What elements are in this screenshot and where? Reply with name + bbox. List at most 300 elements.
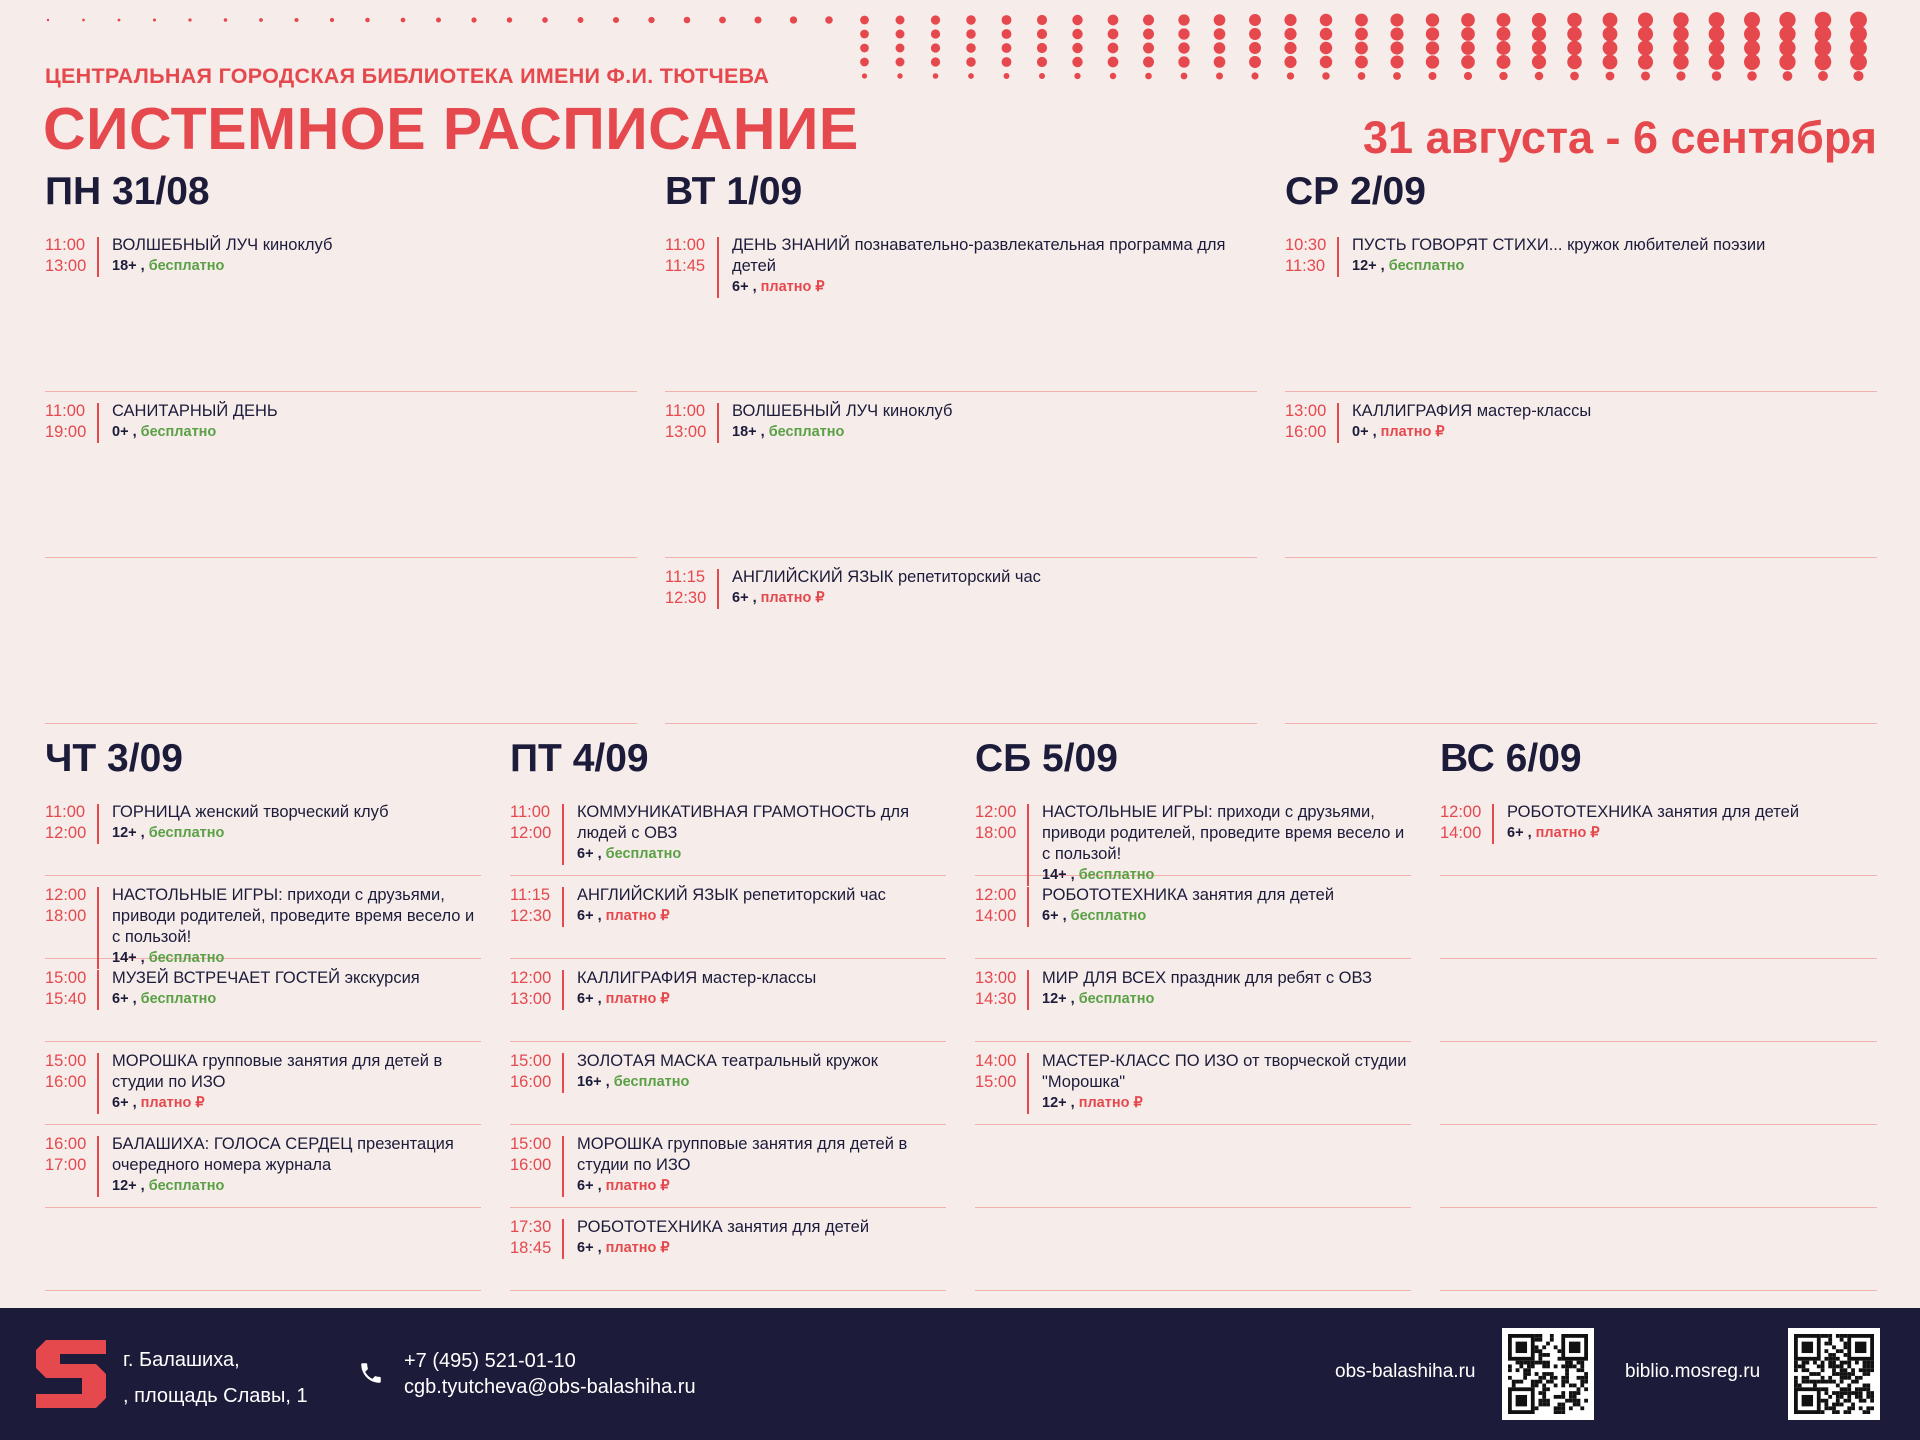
event-meta: [732, 277, 1257, 298]
event-start-time: 12:00: [510, 969, 552, 987]
event-times: [45, 1051, 97, 1093]
qr-module: [1866, 1364, 1870, 1368]
pattern-dot: [1818, 71, 1828, 81]
qr-module: [1577, 1391, 1581, 1395]
event-description: [577, 802, 946, 865]
qr-module: [1577, 1361, 1581, 1365]
qr-module: [1542, 1395, 1546, 1399]
qr-module: [1558, 1406, 1562, 1410]
event-times: [975, 802, 1027, 844]
qr-module: [1805, 1376, 1809, 1380]
qr-module: [1546, 1372, 1550, 1376]
schedule-slot: [45, 875, 481, 966]
pattern-dot: [1393, 72, 1401, 80]
qr-module: [1531, 1364, 1535, 1368]
event-age: 6+: [1042, 908, 1059, 924]
event-separator: ,: [1058, 908, 1071, 924]
qr-module: [1824, 1380, 1828, 1384]
qr-module: [1824, 1357, 1828, 1361]
event-times: [45, 235, 97, 277]
pattern-dot: [1709, 40, 1725, 56]
event-end-time: 17:00: [45, 1156, 87, 1174]
pattern-dot: [1214, 42, 1226, 54]
event-age: 6+: [577, 1178, 594, 1194]
pattern-dot: [1747, 71, 1757, 81]
qr-module: [1824, 1342, 1828, 1346]
event-times: [510, 1051, 562, 1093]
event-end-time: 18:45: [510, 1239, 552, 1257]
event-divider: [717, 569, 719, 609]
pattern-dot: [1744, 40, 1760, 56]
qr-module: [1817, 1364, 1821, 1368]
qr-module: [1859, 1395, 1863, 1399]
event-times: [45, 401, 97, 443]
qr-code-icon[interactable]: [1788, 1328, 1880, 1420]
qr-module: [1859, 1387, 1863, 1391]
event-divider: [1027, 804, 1029, 886]
qr-module: [1855, 1376, 1859, 1380]
qr-module: [1844, 1361, 1848, 1365]
qr-module: [1866, 1387, 1870, 1391]
qr-module: [1794, 1380, 1798, 1384]
qr-module: [1859, 1406, 1863, 1410]
schedule-slot: [665, 391, 1257, 558]
qr-module: [1542, 1384, 1546, 1388]
qr-module: [1832, 1345, 1836, 1349]
pattern-dot: [966, 15, 976, 25]
page-title: СИСТЕМНОЕ РАСПИСАНИЕ: [43, 96, 859, 162]
event-title: ГОРНИЦА женский творческий клуб: [112, 803, 389, 821]
schedule-slot: [510, 1207, 946, 1291]
event-times: [510, 885, 562, 927]
event-title: РОБОТОТЕХНИКА занятия для детей: [1042, 886, 1335, 904]
qr-module: [1832, 1391, 1836, 1395]
qr-module: [1523, 1368, 1527, 1372]
schedule-slot: [975, 1207, 1411, 1291]
day-heading: ВТ 1/09: [665, 170, 803, 213]
schedule-slot: [45, 958, 481, 1042]
pattern-dot: [1603, 41, 1618, 56]
event-price: бесплатно: [148, 258, 225, 274]
pattern-dot: [1037, 29, 1047, 39]
qr-finder: [1855, 1342, 1866, 1353]
pattern-dot: [1214, 14, 1226, 26]
qr-module: [1538, 1338, 1542, 1342]
event-separator: ,: [593, 908, 606, 924]
event-divider: [562, 1053, 564, 1093]
event-meta: [1042, 1093, 1411, 1114]
phone-icon: [358, 1360, 384, 1386]
qr-module: [1580, 1368, 1584, 1372]
event-start-time: 15:00: [510, 1052, 552, 1070]
qr-module: [1851, 1380, 1855, 1384]
qr-module: [1821, 1368, 1825, 1372]
event-description: [577, 885, 946, 927]
qr-module: [1863, 1372, 1867, 1376]
event-meta: [577, 1238, 946, 1259]
event-description: [1042, 802, 1411, 886]
qr-module: [1554, 1384, 1558, 1388]
event-separator: ,: [136, 258, 149, 274]
event-divider: [1337, 403, 1339, 443]
pattern-dot: [1779, 12, 1795, 28]
pattern-dot: [1461, 41, 1475, 55]
website-link-obs[interactable]: obs-balashiha.ru: [1335, 1361, 1476, 1382]
qr-module: [1535, 1349, 1539, 1353]
qr-module: [1561, 1403, 1565, 1407]
qr-module: [1580, 1364, 1584, 1368]
pattern-dot: [1284, 14, 1296, 26]
website-link-biblio[interactable]: biblio.mosreg.ru: [1625, 1361, 1761, 1382]
event-age: 12+: [1042, 1095, 1067, 1111]
qr-module: [1859, 1376, 1863, 1380]
qr-module: [1794, 1376, 1798, 1380]
qr-module: [1558, 1349, 1562, 1353]
qr-module: [1809, 1372, 1813, 1376]
qr-module: [1573, 1399, 1577, 1403]
qr-module: [1836, 1357, 1840, 1361]
pattern-dot: [1426, 55, 1439, 68]
qr-module: [1554, 1345, 1558, 1349]
pattern-dot: [1108, 57, 1119, 68]
event-price: бесплатно: [1078, 867, 1155, 883]
pattern-dot: [1535, 72, 1544, 81]
event-description: [1042, 968, 1411, 1010]
pattern-dot: [1532, 55, 1546, 69]
event-end-time: 12:30: [510, 907, 552, 925]
day-column-mon: [45, 170, 637, 725]
event-meta: [577, 1072, 946, 1093]
pattern-dot: [1390, 55, 1403, 68]
event-age: 6+: [112, 1095, 129, 1111]
event-title: ЗОЛОТАЯ МАСКА театральный кружок: [577, 1052, 878, 1070]
event-age: 6+: [732, 590, 749, 606]
qr-module: [1836, 1395, 1840, 1399]
pattern-dot: [825, 16, 833, 24]
qr-module: [1836, 1391, 1840, 1395]
pattern-dot: [1249, 28, 1261, 40]
qr-module: [1546, 1399, 1550, 1403]
qr-module: [1844, 1342, 1848, 1346]
schedule-slot: [1440, 1124, 1877, 1208]
event-end-time: 15:00: [975, 1073, 1017, 1091]
pattern-dot: [1709, 54, 1725, 70]
day-heading: ПН 31/08: [45, 170, 210, 213]
qr-module: [1580, 1361, 1584, 1365]
pattern-dot: [1072, 15, 1082, 25]
pattern-dot: [471, 17, 476, 22]
pattern-dot: [1355, 56, 1368, 69]
event-age: 6+: [577, 846, 594, 862]
qr-module: [1836, 1334, 1840, 1338]
qr-module: [1828, 1364, 1832, 1368]
event-age: 6+: [577, 908, 594, 924]
event-separator: ,: [593, 1240, 606, 1256]
pattern-dot: [931, 15, 940, 24]
event-price: бесплатно: [605, 846, 682, 862]
pattern-dot: [1603, 27, 1618, 42]
qr-module: [1508, 1364, 1512, 1368]
event-start-time: 13:00: [1285, 402, 1327, 420]
qr-module: [1813, 1384, 1817, 1388]
event-meta: [112, 1093, 481, 1114]
qr-module: [1531, 1384, 1535, 1388]
pattern-dot: [542, 17, 548, 23]
event-separator: ,: [593, 1178, 606, 1194]
day-heading: ВС 6/09: [1440, 737, 1582, 780]
footer: [0, 1308, 1920, 1440]
pattern-dot: [1779, 26, 1795, 42]
pattern-dot: [330, 18, 334, 22]
qr-module: [1512, 1384, 1516, 1388]
qr-module: [1802, 1364, 1806, 1368]
event-divider: [97, 970, 99, 1010]
event-title: ПУСТЬ ГОВОРЯТ СТИХИ... кружок любителей поэзии: [1352, 236, 1766, 254]
qr-module: [1584, 1372, 1588, 1376]
event-separator: ,: [128, 424, 141, 440]
pattern-dot: [1284, 42, 1296, 54]
event-end-time: 13:00: [665, 423, 707, 441]
pattern-dot: [1002, 43, 1012, 53]
pattern-dot: [1426, 41, 1439, 54]
day-column-thu: [45, 737, 481, 1292]
pattern-dot: [1744, 26, 1760, 42]
event-price: бесплатно: [148, 825, 225, 841]
qr-module: [1851, 1372, 1855, 1376]
event-separator: ,: [1368, 424, 1381, 440]
event-meta: [1352, 256, 1877, 277]
event-price: платно ₽: [1078, 1095, 1143, 1111]
pattern-dot: [1110, 73, 1116, 79]
qr-module: [1535, 1338, 1539, 1342]
qr-module: [1828, 1353, 1832, 1357]
event-meta: [1507, 823, 1877, 844]
event-title: МОРОШКА групповые занятия для детей в студии по ИЗО: [577, 1135, 908, 1174]
qr-module: [1870, 1368, 1874, 1372]
schedule-slot: [665, 225, 1257, 392]
qr-module: [1558, 1410, 1562, 1414]
contacts: [404, 1348, 696, 1400]
qr-module: [1802, 1368, 1806, 1372]
event-end-time: 16:00: [45, 1073, 87, 1091]
qr-module: [1802, 1376, 1806, 1380]
qr-module: [1821, 1410, 1825, 1414]
qr-module: [1519, 1361, 1523, 1365]
qr-module: [1554, 1395, 1558, 1399]
qr-module: [1561, 1391, 1565, 1395]
qr-module: [1855, 1391, 1859, 1395]
qr-module: [1824, 1399, 1828, 1403]
qr-module: [1538, 1391, 1542, 1395]
qr-module: [1866, 1361, 1870, 1365]
qr-module: [1821, 1387, 1825, 1391]
qr-module: [1844, 1391, 1848, 1395]
pattern-dot: [1567, 55, 1581, 69]
qr-module: [1577, 1387, 1581, 1391]
qr-module: [1870, 1399, 1874, 1403]
event-end-time: 14:00: [975, 907, 1017, 925]
qr-module: [1840, 1403, 1844, 1407]
pattern-dot: [613, 17, 619, 23]
schedule-slot: [975, 1124, 1411, 1208]
qr-module: [1569, 1384, 1573, 1388]
event-price: бесплатно: [148, 950, 225, 966]
qr-module: [1836, 1364, 1840, 1368]
event-meta: [1352, 422, 1877, 443]
event-age: 18+: [732, 424, 757, 440]
qr-module: [1805, 1361, 1809, 1365]
qr-module: [1828, 1395, 1832, 1399]
event-age: 12+: [112, 825, 137, 841]
qr-module: [1866, 1410, 1870, 1414]
event-age: 6+: [577, 1240, 594, 1256]
qr-module: [1569, 1406, 1573, 1410]
schedule-slot: [45, 391, 637, 558]
pattern-dot: [1074, 73, 1080, 79]
pattern-dot: [1143, 28, 1154, 39]
event-start-time: 15:00: [45, 1052, 87, 1070]
pattern-dot: [1603, 55, 1618, 70]
event-age: 0+: [112, 424, 129, 440]
qr-module: [1805, 1368, 1809, 1372]
event-price: платно ₽: [605, 908, 670, 924]
event-description: [732, 567, 1257, 609]
pattern-dot: [684, 17, 691, 24]
qr-module: [1569, 1395, 1573, 1399]
qr-module: [1561, 1376, 1565, 1380]
event-price: бесплатно: [613, 1074, 690, 1090]
qr-module: [1840, 1334, 1844, 1338]
event-meta: [112, 256, 637, 277]
event-age: 6+: [112, 991, 129, 1007]
pattern-dot: [188, 18, 191, 21]
qr-module: [1794, 1384, 1798, 1388]
event-times: [665, 235, 717, 277]
pattern-dot: [1072, 29, 1082, 39]
qr-module: [1809, 1380, 1813, 1384]
pattern-dot: [931, 57, 940, 66]
qr-code-icon[interactable]: [1502, 1328, 1594, 1420]
event-description: [577, 968, 946, 1010]
event-separator: ,: [601, 1074, 614, 1090]
qr-module: [1569, 1391, 1573, 1395]
event-times: [45, 1134, 97, 1176]
schedule-slot: [45, 792, 481, 876]
qr-module: [1836, 1372, 1840, 1376]
pattern-dot: [1638, 54, 1653, 69]
qr-module: [1832, 1364, 1836, 1368]
event-start-time: 11:00: [665, 236, 706, 254]
qr-module: [1531, 1361, 1535, 1365]
qr-module: [1859, 1368, 1863, 1372]
qr-module: [1828, 1334, 1832, 1338]
qr-module: [1538, 1376, 1542, 1380]
event-start-time: 12:00: [975, 803, 1017, 821]
qr-module: [1847, 1364, 1851, 1368]
event-times: [45, 968, 97, 1010]
pattern-dot: [1037, 57, 1047, 67]
qr-module: [1535, 1334, 1539, 1338]
qr-module: [1855, 1361, 1859, 1365]
day-heading: ЧТ 3/09: [45, 737, 183, 780]
event-description: [112, 802, 481, 844]
qr-module: [1538, 1334, 1542, 1338]
pattern-dot: [1570, 72, 1579, 81]
event-title: АНГЛИЙСКИЙ ЯЗЫК репетиторский час: [732, 568, 1041, 586]
qr-module: [1538, 1380, 1542, 1384]
event-start-time: 15:00: [45, 969, 87, 987]
qr-module: [1794, 1361, 1798, 1365]
event-end-time: 12:30: [665, 589, 707, 607]
qr-module: [1535, 1372, 1539, 1376]
event-description: [112, 968, 481, 1010]
event-age: 6+: [577, 991, 594, 1007]
qr-module: [1840, 1349, 1844, 1353]
schedule-slot: [975, 875, 1411, 959]
pattern-dot: [1249, 14, 1261, 26]
pattern-dot: [754, 16, 761, 23]
event-start-time: 11:00: [510, 803, 551, 821]
event-meta: [112, 989, 481, 1010]
pattern-dot: [1143, 14, 1154, 25]
event-end-time: 16:00: [510, 1073, 552, 1091]
qr-module: [1821, 1334, 1825, 1338]
qr-module: [1561, 1364, 1565, 1368]
event-divider: [97, 1053, 99, 1114]
schedule-slot: [975, 958, 1411, 1042]
day-heading: СБ 5/09: [975, 737, 1118, 780]
event-price: платно ₽: [605, 1240, 670, 1256]
pattern-dot: [1002, 15, 1012, 25]
qr-module: [1546, 1361, 1550, 1365]
pattern-dot: [1850, 54, 1867, 71]
pattern-dot: [1249, 56, 1261, 68]
event-price: бесплатно: [1388, 258, 1465, 274]
pattern-dot: [1355, 28, 1368, 41]
qr-module: [1832, 1361, 1836, 1365]
qr-module: [1558, 1395, 1562, 1399]
event-title: МИР ДЛЯ ВСЕХ праздник для ребят с ОВЗ: [1042, 969, 1372, 987]
qr-module: [1523, 1376, 1527, 1380]
qr-module: [1836, 1410, 1840, 1414]
qr-module: [1847, 1387, 1851, 1391]
qr-module: [1836, 1403, 1840, 1407]
schedule-slot: [975, 1041, 1411, 1125]
event-price: бесплатно: [1078, 991, 1155, 1007]
pattern-dot: [1673, 26, 1688, 41]
event-separator: ,: [136, 950, 149, 966]
pattern-dot: [1002, 57, 1012, 67]
qr-module: [1847, 1399, 1851, 1403]
event-price: платно ₽: [605, 991, 670, 1007]
qr-module: [1844, 1387, 1848, 1391]
event-times: [510, 968, 562, 1010]
pattern-dot: [1002, 29, 1012, 39]
event-times: [975, 885, 1027, 927]
email-address[interactable]: cgb.tyutcheva@obs-balashiha.ru: [404, 1376, 696, 1398]
qr-module: [1527, 1372, 1531, 1376]
pattern-dot: [648, 17, 654, 23]
phone-number[interactable]: +7 (495) 521-01-10: [404, 1350, 576, 1372]
event-description: [1042, 885, 1411, 927]
pattern-dot: [1143, 56, 1154, 67]
qr-module: [1863, 1399, 1867, 1403]
qr-module: [1844, 1376, 1848, 1380]
qr-module: [1554, 1410, 1558, 1414]
pattern-dot: [1638, 12, 1653, 27]
pattern-dot: [1673, 40, 1688, 55]
event-age: 6+: [732, 279, 749, 295]
